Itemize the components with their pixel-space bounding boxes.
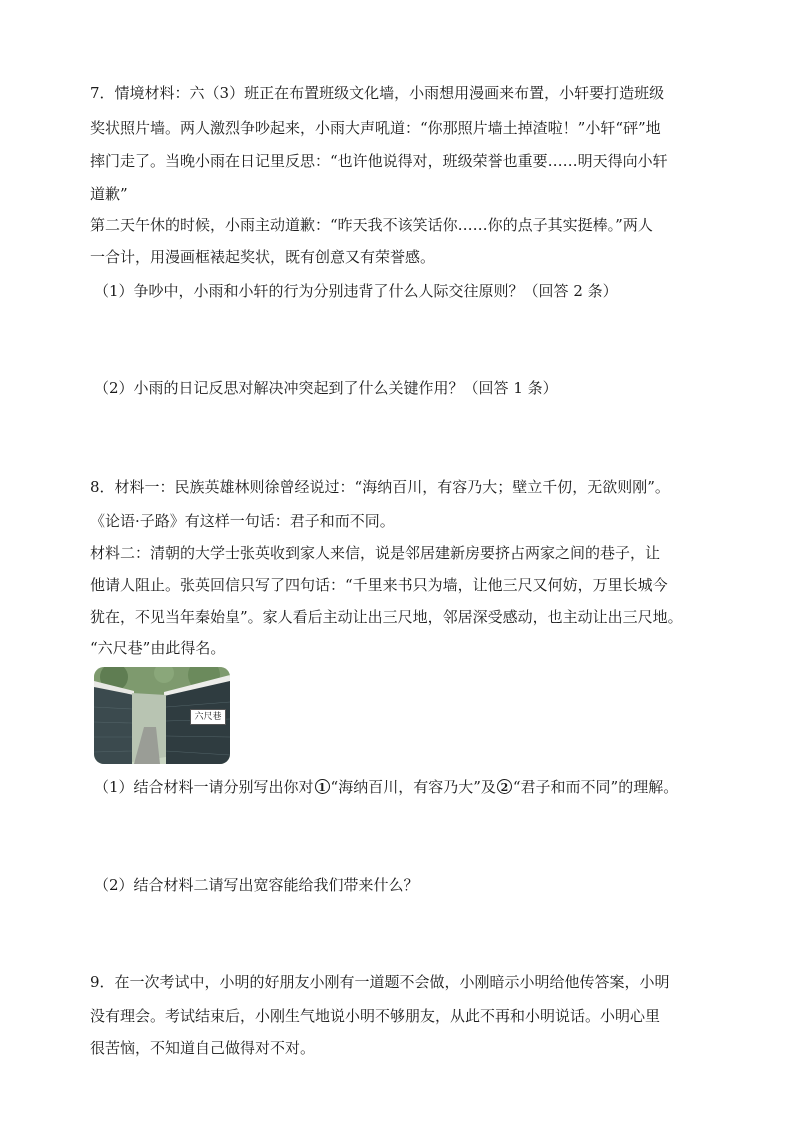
- q8-sub-question-2: （2）结合材料二请写出宽容能给我们带来什么？: [94, 876, 419, 894]
- q9-line-3: 很苦恼，不知道自己做得对不对。: [90, 1039, 316, 1057]
- q9-line-2: 没有理会。考试结束后，小刚生气地说小明不够朋友，从此不再和小明说话。小明心里: [90, 1007, 661, 1025]
- q9-line-1: 9．在一次考试中，小明的好朋友小刚有一道题不会做，小刚暗示小明给他传答案，小明: [90, 973, 670, 991]
- q8-sub1-quote-1: “海纳百川，有容乃大”及: [330, 778, 496, 796]
- q7-line-5: 第二天午休的时候，小雨主动道歉：“昨天我不该笑话你……你的点子其实挺棒。”两人: [90, 216, 653, 234]
- circled-number-1: 1: [315, 779, 330, 794]
- q8-line-4: 他请人阻止。张英回信只写了四句话：“千里来书只为墙，让他三尺又何妨，万里长城今: [90, 576, 668, 594]
- q8-line-3: 材料二：清朝的大学士张英收到家人来信，说是邻居建新房要挤占两家之间的巷子，让: [90, 544, 661, 562]
- q7-line-2: 奖状照片墙。两人激烈争吵起来，小雨大声吼道：“你那照片墙土掉渣啦！”小轩“砰”地: [90, 119, 661, 137]
- q7-line-4: 道歉”: [90, 185, 128, 203]
- q8-line-5: 犹在，不见当年秦始皇”。家人看后主动让出三尺地，邻居深受感动，也主动让出三尺地。: [90, 608, 683, 626]
- q7-line-3: 摔门走了。当晚小雨在日记里反思：“也许他说得对，班级荣誉也重要……明天得向小轩: [90, 152, 668, 170]
- q7-sub-question-2: （2）小雨的日记反思对解决冲突起到了什么关键作用？（回答 1 条）: [94, 379, 558, 397]
- alley-sign: 六尺巷: [190, 709, 226, 725]
- q8-line-6: “六尺巷”由此得名。: [90, 639, 226, 657]
- q8-sub1-quote-2: “君子和而不同”的理解。: [512, 778, 679, 796]
- q8-sub-question-1: [94, 776, 714, 798]
- q8-sub1-prefix: （1）结合材料一请分别写出你对: [94, 778, 314, 796]
- circled-number-2: 2: [497, 779, 512, 794]
- q7-line-1: 7．情境材料：六（3）班正在布置班级文化墙，小雨想用漫画来布置，小轩要打造班级: [90, 84, 665, 102]
- q7-line-6: 一合计，用漫画框裱起奖状，既有创意又有荣誉感。: [90, 248, 436, 266]
- q7-sub-question-1: （1）争吵中，小雨和小轩的行为分别违背了什么人际交往原则？（回答 2 条）: [94, 282, 618, 300]
- q8-line-2: 《论语·子路》有这样一句话：君子和而不同。: [90, 512, 395, 530]
- six-foot-alley-photo: [94, 667, 230, 764]
- q8-line-1: 8．材料一：民族英雄林则徐曾经说过：“海纳百川，有容乃大；壁立千仞，无欲则刚”。: [90, 478, 670, 496]
